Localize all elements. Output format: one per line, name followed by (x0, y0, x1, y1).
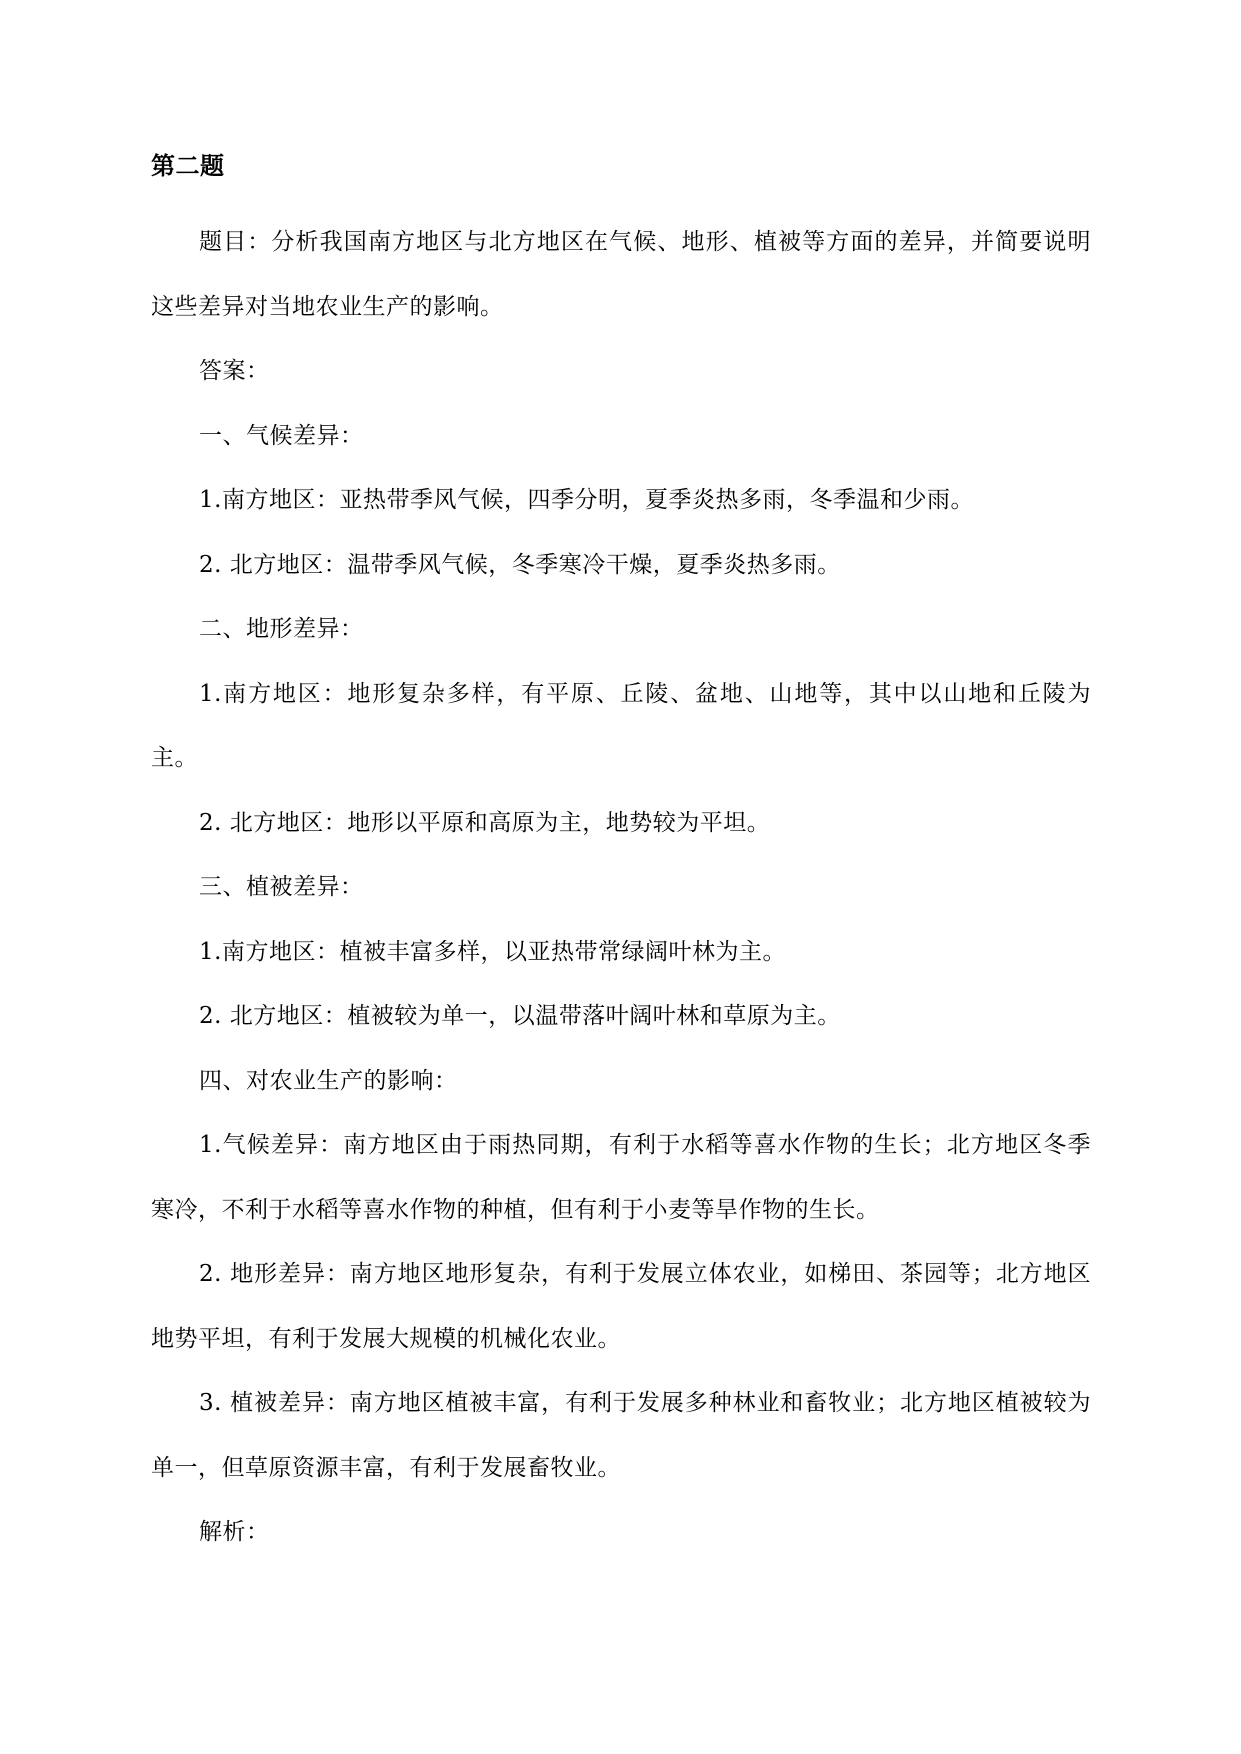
section-climate-heading: 一、气候差异： (199, 422, 364, 449)
vegetation-north-item: 2. 北方地区：植被较为单一，以温带落叶阔叶林和草原为主。 (199, 1003, 841, 1029)
terrain-north-item: 2. 北方地区：地形以平原和高原为主，地势较为平坦。 (199, 809, 771, 836)
terrain-south-item: 1.南方地区：地形复杂多样，有平原、丘陵、盆地、山地等，其中以山地和丘陵为主。 (151, 680, 1091, 771)
section-agriculture-heading: 四、对农业生产的影响： (199, 1067, 458, 1094)
section-vegetation-heading: 三、植被差异： (199, 874, 364, 900)
answer-label: 答案： (199, 358, 270, 384)
vegetation-south-item: 1.南方地区：植被丰富多样，以亚热带常绿阔叶林为主。 (199, 938, 786, 965)
climate-north-item: 2. 北方地区：温带季风气候，冬季寒冷干燥，夏季炎热多雨。 (199, 551, 841, 578)
agriculture-climate-item: 1.气候差异：南方地区由于雨热同期，有利于水稻等喜水作物的生长；北方地区冬季寒冷，不利于水稻等喜水作物的种植，但有利于小麦等旱作物的生长。 (151, 1132, 1091, 1223)
climate-south-item: 1.南方地区：亚热带季风气候，四季分明，夏季炎热多雨，冬季温和少雨。 (199, 487, 974, 513)
section-terrain-heading: 二、地形差异： (199, 616, 364, 642)
question-text: 题目：分析我国南方地区与北方地区在气候、地形、植被等方面的差异，并简要说明这些差异对当地农业生产的影响。 (151, 229, 1091, 320)
agriculture-vegetation-item: 3. 植被差异：南方地区植被丰富，有利于发展多种林业和畜牧业；北方地区植被较为单一，但草原资源丰富，有利于发展畜牧业。 (151, 1390, 1091, 1481)
agriculture-terrain-item: 2. 地形差异：南方地区地形复杂，有利于发展立体农业，如梯田、茶园等；北方地区地势平坦，有利于发展大规模的机械化农业。 (151, 1261, 1091, 1352)
analysis-label: 解析： (199, 1519, 270, 1545)
document-body (151, 210, 1091, 1565)
question-heading: 第二题 (151, 152, 225, 180)
